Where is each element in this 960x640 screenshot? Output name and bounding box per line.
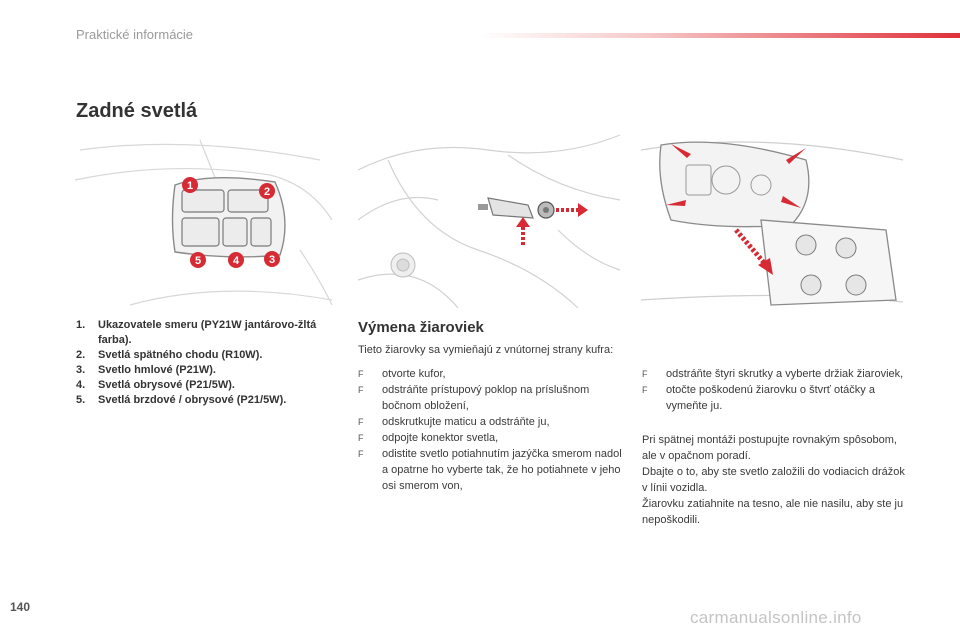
list-item: F odstráňte štyri skrutky a vyberte držiak žiaroviek, (642, 368, 904, 380)
guide-paragraph: Dbajte o to, aby ste svetlo založili do vodiacich drážok v línii vozidla. (642, 466, 905, 494)
list-item: F odskrutkujte maticu a odstráňte ju, (358, 416, 550, 428)
callout-4 (228, 252, 244, 268)
section-intro: Tieto žiarovky sa vymieňajú z vnútornej strany kufra: (358, 344, 614, 356)
bullet-icon: F (358, 433, 364, 443)
svg-text:3: 3 (268, 254, 276, 266)
bullet-icon: F (358, 417, 364, 427)
bullet-icon: F (358, 385, 364, 395)
tighten-paragraph: Žiarovku zatiahnite na tesno, ale nie nasilu, aby ste ju nepoškodili. (642, 498, 904, 526)
arrow-right-icon (556, 203, 588, 217)
list-item: 2. Svetlá spätného chodu (R10W). (76, 349, 263, 361)
callout-3 (264, 251, 280, 267)
svg-text:5: 5 (194, 255, 202, 267)
steps-list-right (642, 366, 912, 414)
reassembly-paragraph: Pri spätnej montáži postupujte rovnakým spôsobom, ale v opačnom poradí. (642, 434, 897, 462)
bullet-icon: F (642, 369, 648, 379)
callout-1 (182, 177, 198, 193)
bullet-icon: F (358, 369, 364, 379)
bulb-list (76, 318, 336, 408)
bullet-icon: F (358, 449, 364, 459)
arrow-up-icon (516, 217, 530, 245)
steps-list-left (358, 366, 628, 494)
svg-text:2: 2 (263, 186, 271, 198)
section-title: Výmena žiaroviek (358, 319, 484, 336)
svg-text:1: 1 (186, 180, 194, 192)
list-item: 4. Svetlá obrysové (P21/5W). (76, 379, 235, 391)
list-item: F odistite svetlo potiahnutím jazýčka smerom nadol a opatrne ho vyberte tak, že ho potiahnete v jeho osi smerom von, (358, 448, 622, 492)
bullet-icon: F (642, 385, 648, 395)
list-item: F odstráňte prístupový poklop na príslušnom bočnom obložení, (358, 384, 590, 412)
callout-5 (190, 252, 206, 268)
bulb-holder-illustration (641, 130, 904, 308)
page-number: 140 (10, 600, 31, 614)
header-accent-bar (478, 33, 960, 38)
list-item: 5. Svetlá brzdové / obrysové (P21/5W). (76, 394, 287, 406)
nut-icon (478, 198, 554, 218)
list-item: F odpojte konektor svetla, (358, 432, 499, 444)
section-header: Praktické informácie (76, 27, 194, 42)
watermark: carmanualsonline.info (690, 608, 862, 627)
list-item: 3. Svetlo hmlové (P21W). (76, 364, 216, 376)
list-item: F otvorte kufor, (358, 368, 446, 380)
list-item: 1. Ukazovatele smeru (PY21W jantárovo-žltá farba). (76, 319, 317, 346)
trunk-access-illustration (358, 130, 621, 308)
svg-text:4: 4 (232, 255, 240, 267)
list-item: F otočte poškodenú žiarovku o štvrť otáčky a vymeňte ju. (642, 384, 875, 412)
callout-2 (259, 183, 275, 199)
page-title: Zadné svetlá (76, 100, 198, 122)
tail-light-illustration (70, 130, 333, 308)
